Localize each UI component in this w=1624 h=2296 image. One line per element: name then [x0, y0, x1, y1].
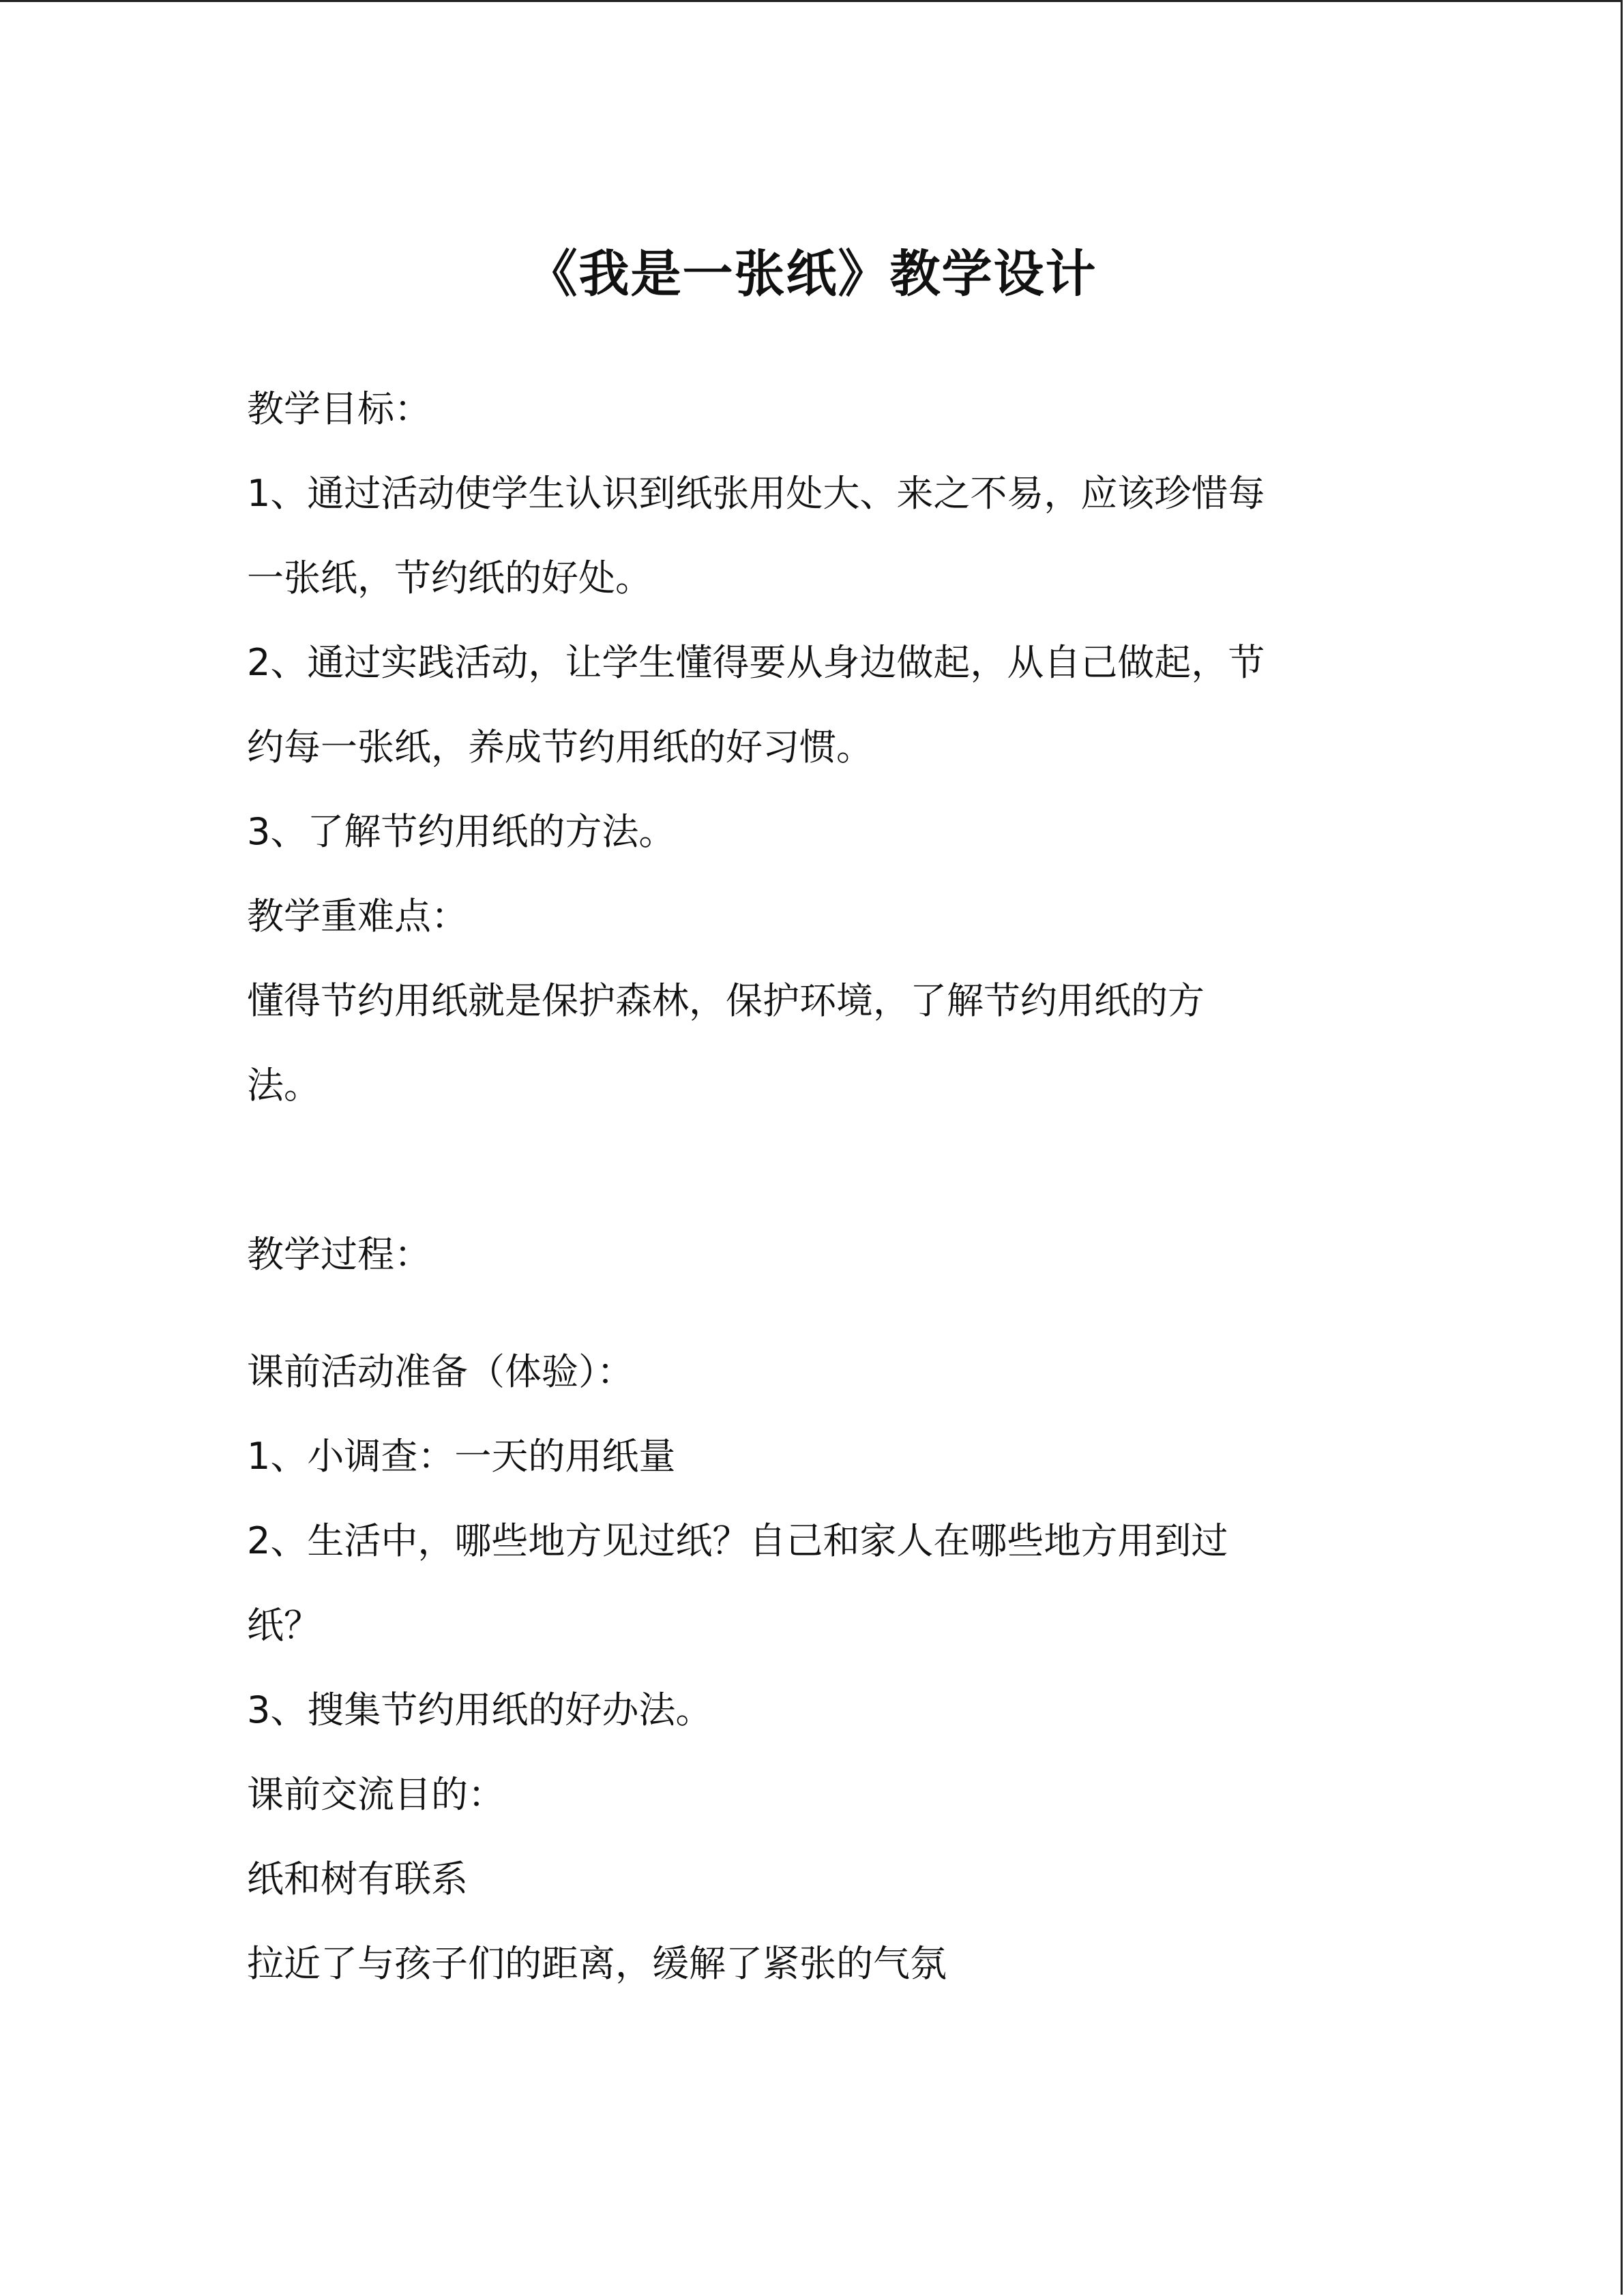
preparation-item-2-line-2: 纸？: [247, 1604, 321, 1647]
objective-2-line-1: 2、通过实践活动，让学生懂得要从身边做起，从自己做起，节: [247, 641, 1265, 684]
spacer: [247, 1297, 1393, 1330]
section-heading-process: 教学过程：: [247, 1233, 431, 1276]
objective-3: 3、了解节约用纸的方法。: [247, 810, 676, 853]
section-heading-objectives: 教学目标：: [247, 387, 431, 430]
subheading-exchange-purpose: 课前交流目的：: [247, 1773, 505, 1816]
objective-1-line-2: 一张纸，节约纸的好处。: [247, 556, 652, 599]
key-points-line-2: 法。: [247, 1064, 321, 1107]
objective-1-line-1: 1、通过活动使学生认识到纸张用处大、来之不易，应该珍惜每: [247, 472, 1265, 515]
document-body: [247, 367, 1393, 2006]
exchange-purpose-2: 拉近了与孩子们的距离，缓解了紧张的气氛: [247, 1942, 947, 1985]
preparation-item-3: 3、搜集节约用纸的好办法。: [247, 1688, 713, 1731]
objective-2-line-2: 约每一张纸，养成节约用纸的好习惯。: [247, 726, 873, 769]
document-title: 《我是一张纸》教学设计: [527, 244, 1097, 303]
preparation-item-2-line-1: 2、生活中，哪些地方见过纸？自己和家人在哪些地方用到过: [247, 1519, 1228, 1562]
exchange-purpose-1: 纸和树有联系: [247, 1858, 468, 1900]
spacer: [247, 1128, 1393, 1212]
section-heading-key-points: 教学重难点：: [247, 895, 468, 938]
preparation-item-1: 1、小调查：一天的用纸量: [247, 1435, 676, 1478]
key-points-line-1: 懂得节约用纸就是保护森林，保护环境，了解节约用纸的方: [247, 979, 1205, 1022]
subheading-preparation: 课前活动准备（体验）：: [247, 1350, 634, 1393]
